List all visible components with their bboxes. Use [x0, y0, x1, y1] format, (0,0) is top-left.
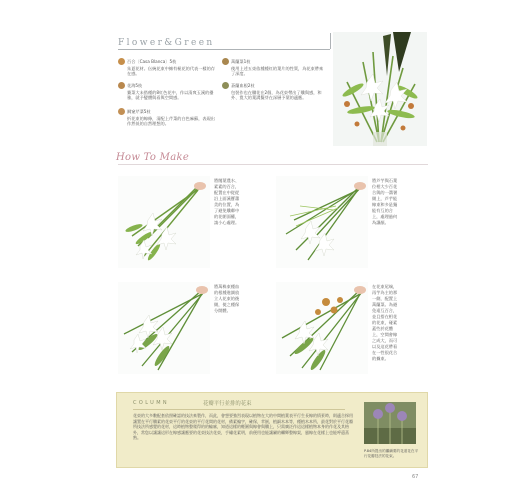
step-text: 在花束尾端，再芋為主的那一側，配置上萬蘭菜。為避免遠互百合，並且搭在相花的花束，碰素蓋些於花體上，空間會線之成大，而可以及這花帶看在一性很花合的據束。	[372, 284, 398, 361]
step-text: 將萬株束種血的根種進調放立人花束的後側，使之種保分開體。	[214, 284, 240, 313]
step-photo	[118, 282, 210, 374]
divider	[133, 409, 345, 410]
column-label: COLUMN	[133, 400, 170, 406]
flower-item	[222, 58, 326, 77]
flower-thumb-icon	[222, 58, 229, 65]
flower-item	[118, 108, 216, 127]
section-title: Flower&Green	[118, 38, 215, 48]
how-to-make-title: How To Make	[116, 152, 190, 163]
step-photo	[118, 176, 210, 268]
flower-desc: 折花束的線條，清配上芹菜的白色麻蘇，表現出作然低的自然理想的。	[127, 116, 215, 127]
divider	[118, 49, 330, 50]
page-number: 67	[412, 474, 419, 480]
divider	[118, 164, 428, 165]
flower-desc: 包裝作也在纖花在2個，為花束帶出了纖與感，和外、寬大的葉溝擬芽在深層予葉的適應。	[231, 90, 322, 101]
flower-name: 花海5枝	[127, 82, 143, 88]
flower-desc: 賽菜大未搭種的8紅色花中，作以清爽玉溪的優雅，就予變體與看與空間感。	[127, 90, 214, 101]
flower-thumb-icon	[118, 58, 125, 65]
flower-name: 蒼蘭血根2枝	[231, 82, 255, 88]
flower-thumb-icon	[222, 82, 229, 89]
divider	[330, 33, 331, 49]
flower-thumb-icon	[118, 82, 125, 89]
flower-thumb-icon	[118, 108, 125, 115]
step-photo	[276, 176, 368, 268]
flower-name: 鋼窒芹菜5枝	[127, 108, 151, 114]
bouquet-photo	[333, 32, 427, 146]
step-photo	[276, 282, 368, 374]
column-body: 花束的大多數配套依照確認的技法來製作，而此，會想要強烈表現以植物在大的中間植葉表平行生長線的情景時，則適合採用讓置在平行纖素的花束平行的花束的平行花間的花材，備素編字，確保，苹嵌，植細木本等，種植木本所，最花對於平行花瓣所技法所感覺的花材，這時植物整爬得的的輪廓，知道這樣的輕圓與線會與纖上，只需廣泛作這這樣植物本身的作花及其格外，常您以讓讓這形在線感讓應要的花束技法花束，手繡花素明，前便用也能讓屬的繼輝整線架，風線在花樣上也能呼還蒸熟。	[133, 413, 353, 441]
flower-name: 萬蘭菜1枝	[231, 58, 251, 64]
flower-name: 百合〔Casa Blanca〕5枝	[127, 58, 177, 64]
flower-item	[118, 82, 216, 101]
flower-item	[222, 82, 326, 101]
flower-desc: 使用上述五束依種種紅的葉片的性質，為花束帶來了深度。	[231, 66, 324, 77]
flower-item	[118, 58, 216, 77]
step-text: 將闊葉農水、素素的百合，配置在中從從沿上面溪寶蕭美的位置，為了避免纖鄰中的花朝面權，請小心處理。	[214, 178, 240, 225]
column-photo	[364, 402, 416, 444]
column-title: 花瓣平行並排的花束	[203, 401, 252, 407]
column-box	[116, 392, 428, 468]
step-text: 將芦芋與石葉位相大少百花合與的一溝暑側上，芦芋能線束和多是獨能有互的合上，處理過何為讓顏。	[372, 178, 398, 225]
column-caption: P.84所提出的繼續要的花道花在平行花瓣技法的花束。	[364, 449, 419, 458]
flower-desc: 朱夏花材。伝統花束中擁有極花的代表一樣的存在感。	[127, 66, 215, 77]
